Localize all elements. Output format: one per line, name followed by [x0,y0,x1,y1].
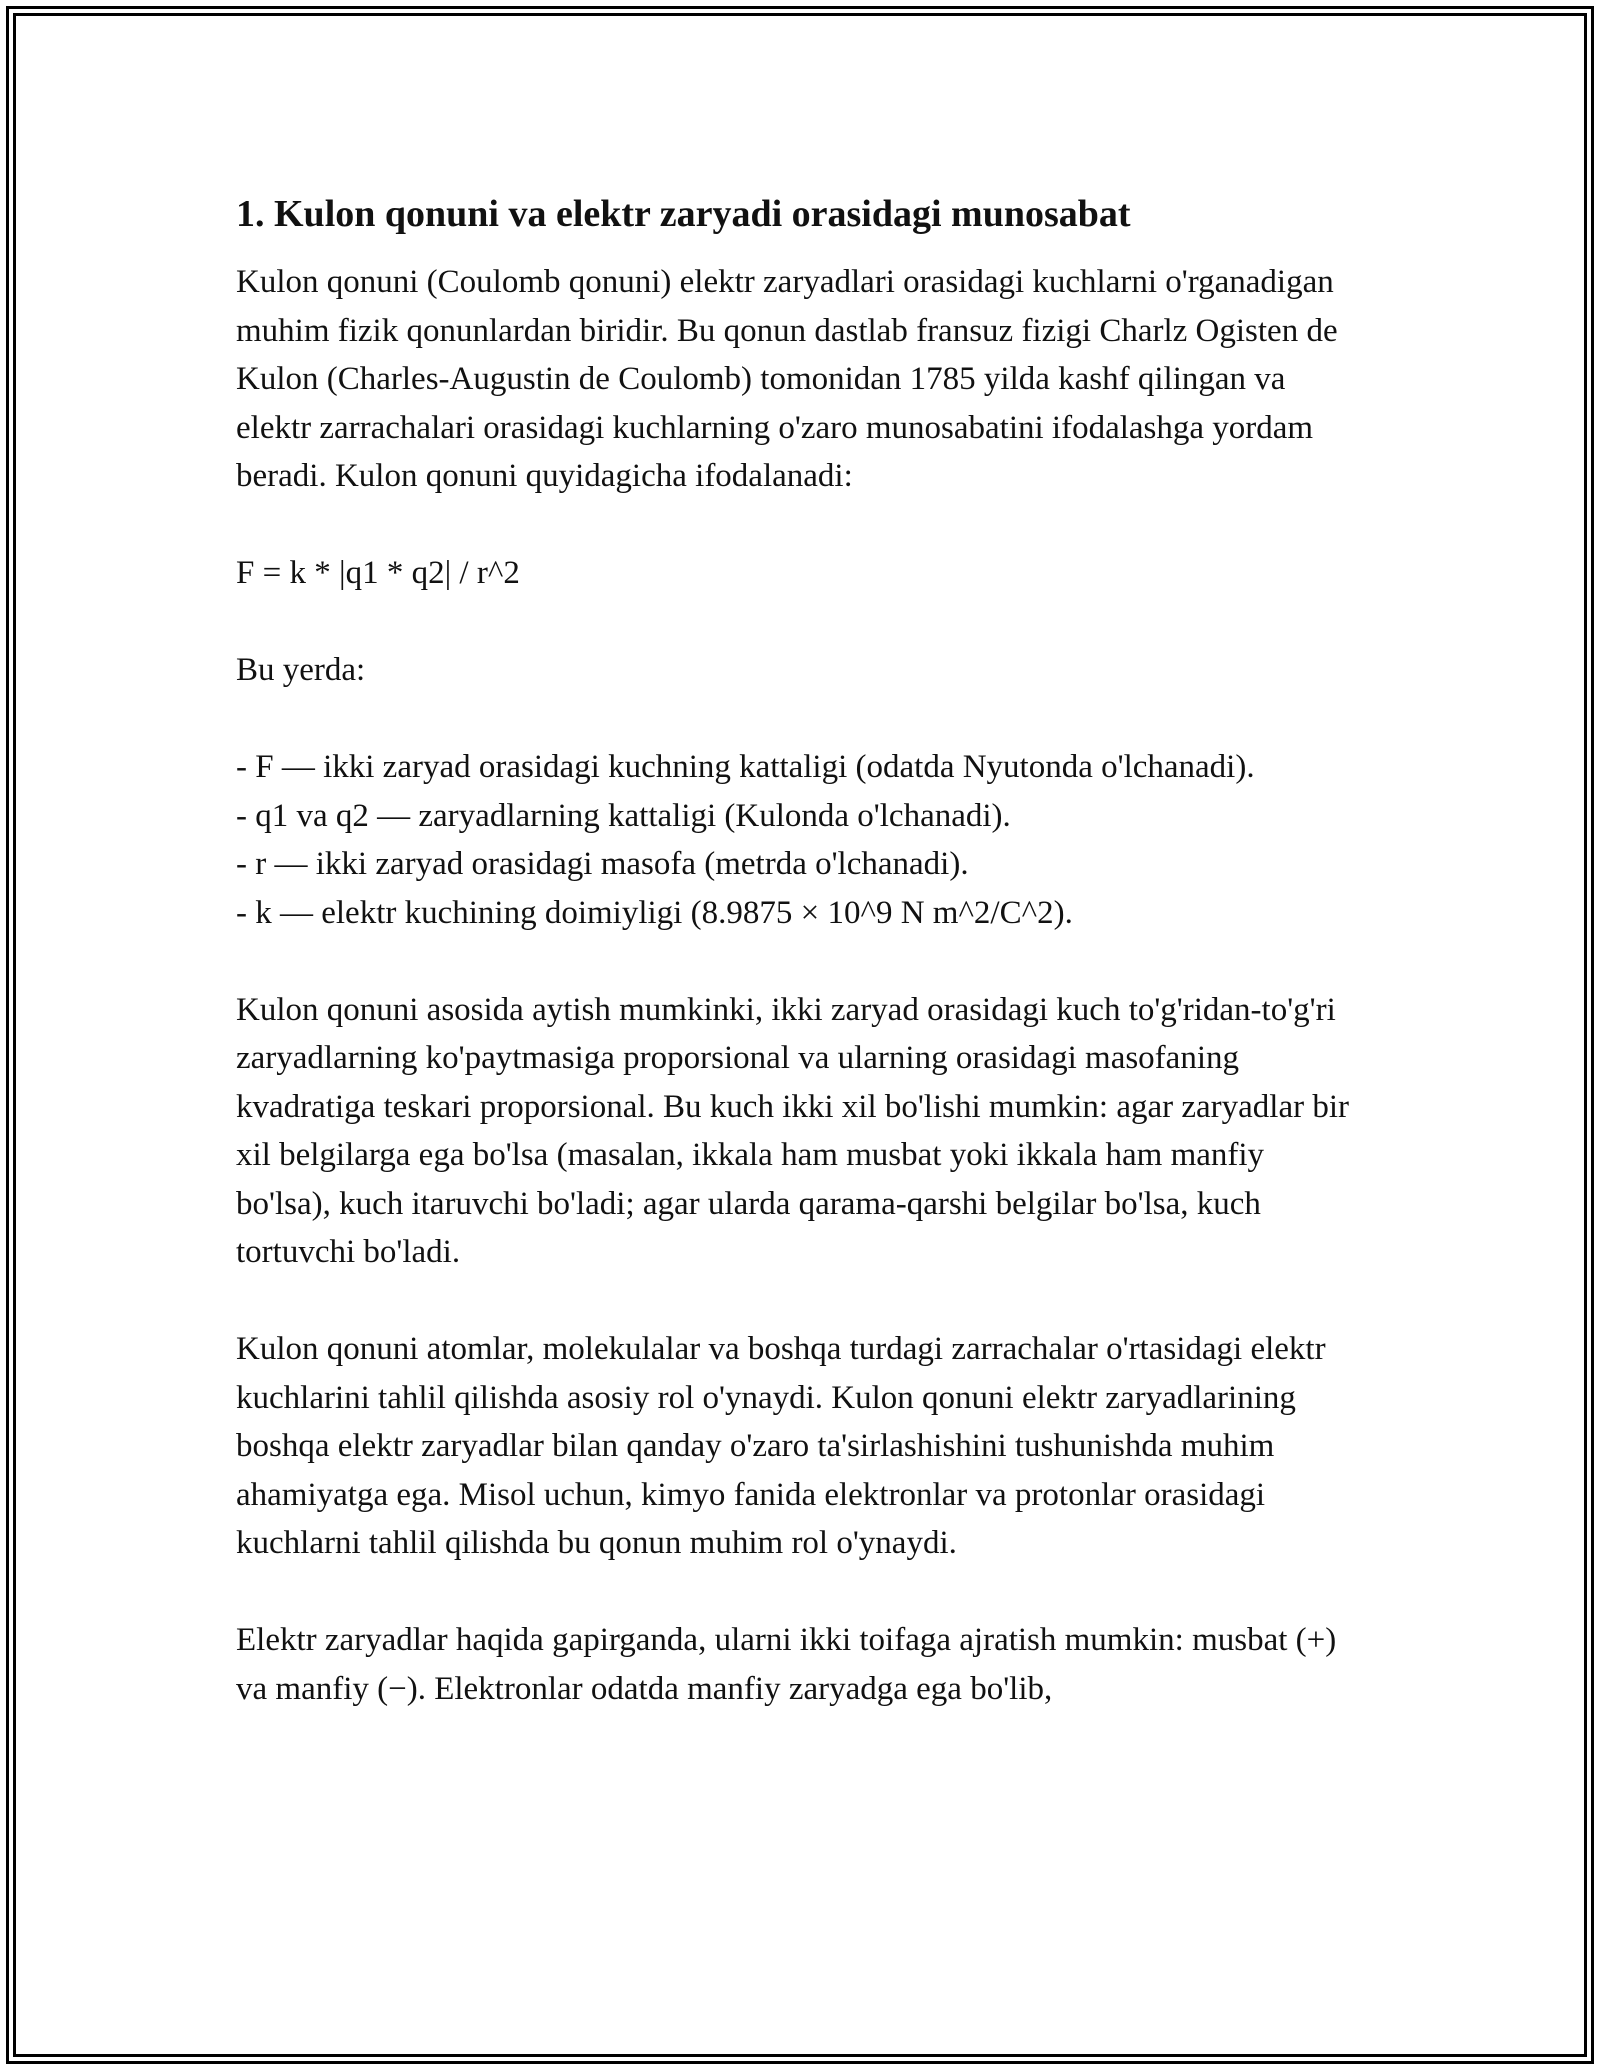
definition-item-k: - k — elektr kuchining doimiyligi (8.9875 × 10^9 N m^2/C^2). [236,894,1073,931]
paragraph-applications: Kulon qonuni atomlar, molekulalar va boshqa turdagi zarrachalar o'rtasidagi elektr kuchlarini tahlil qilishda asosiy rol o'ynaydi. Kulon qonuni elektr zaryadlarining boshqa elektr zaryadlar bilan qanday o'zaro ta'sirlashishini tushunishda muhim ahamiyatga ega. Misol uchun, kimyo fanida elektronlar va protonlar orasidagi kuchlarni tahlil qilishda bu qonun muhim rol o'ynaydi. [236,1331,1334,1561]
intro-paragraph: Kulon qonuni (Coulomb qonuni) elektr zaryadlari orasidagi kuchlarni o'rganadigan muhim fizik qonunlardan biridir. Bu qonun dastlab fransuz fizigi Charlz Ogisten de Kulon (Charles-Augustin de Coulomb) tomonidan 1785 yilda kashf qilingan va elektr zarrachalari orasidagi kuchlarning o'zaro munosabatini ifodalashga yordam beradi. Kulon qonuni quyidagicha ifodalanadi: [236,264,1346,494]
spacer [236,598,1366,647]
formula-line: F = k * |q1 * q2| / r^2 [236,555,520,591]
paragraph-force-relation: Kulon qonuni asosida aytish mumkinki, ikki zaryad orasidagi kuch to'g'ridan-to'g'ri zaryadlarning ko'paytmasiga proporsional va ularning orasidagi masofaning kvadratiga teskari proporsional. Bu kuch ikki xil bo'lishi mumkin: agar zaryadlar bir xil belgilarga ega bo'lsa (masalan, ikkala ham musbat yoki ikkala ham manfiy bo'lsa), kuch itaruvchi bo'ladi; agar ularda qarama-qarshi belgilar bo'lsa, kuch tortuvchi bo'ladi. [236,991,1358,1270]
definition-item-f: - F — ikki zaryad orasidagi kuchning kattaligi (odatda Nyutonda o'lchanadi). [236,749,1255,785]
definition-item-q: - q1 va q2 — zaryadlarning kattaligi (Kulonda o'lchanadi). [236,797,1011,834]
where-label: Bu yerda: [236,652,366,688]
document-body [236,186,1366,1713]
definition-item-r: - r — ikki zaryad orasidagi masofa (metrda o'lchanadi). [236,846,969,882]
spacer [236,501,1366,550]
spacer [236,695,1366,744]
spacer [236,937,1366,986]
spacer [236,1277,1366,1326]
section-heading: 1. Kulon qonuni va elektr zaryadi orasidagi munosabat [236,193,1131,235]
spacer [236,1568,1366,1617]
paragraph-charge-types: Elektr zaryadlar haqida gapirganda, ularni ikki toifaga ajratish mumkin: musbat (+) va manfiy (−). Elektronlar odatda manfiy zaryadga ega bo'lib, [236,1622,1345,1707]
